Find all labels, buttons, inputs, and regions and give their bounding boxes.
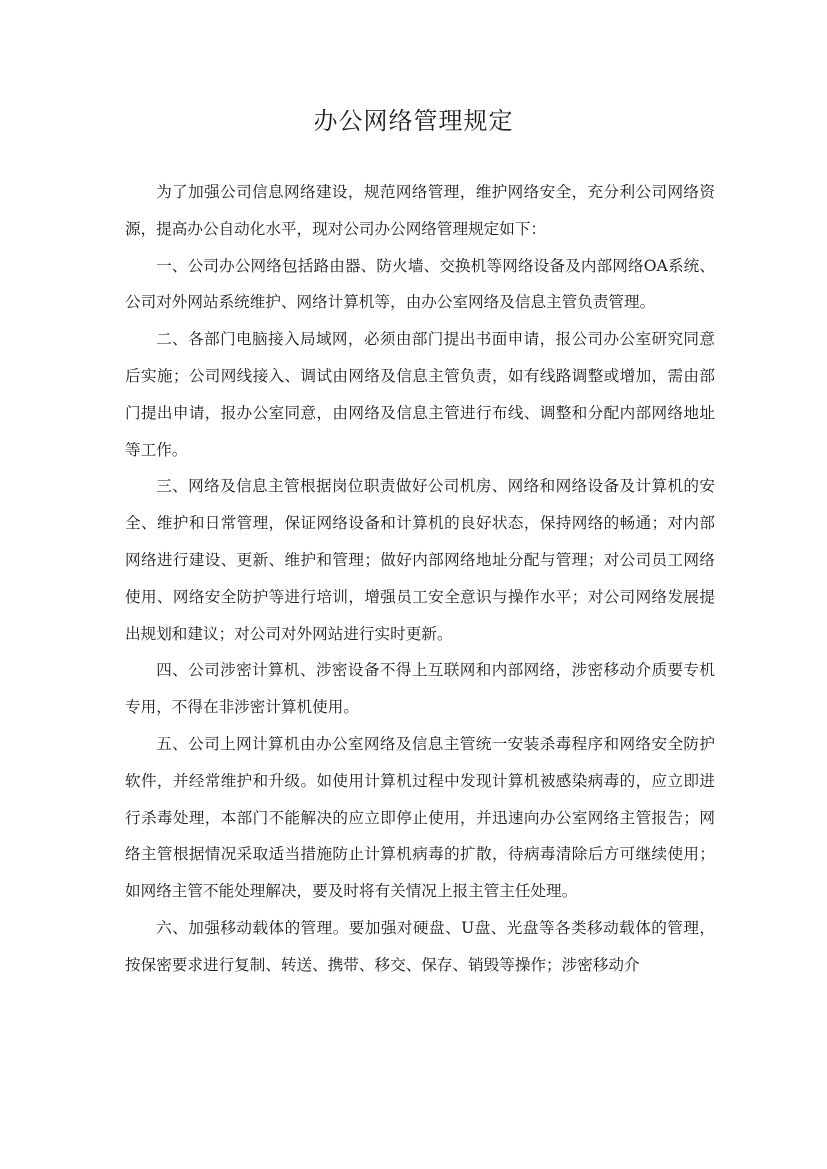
document-body <box>125 174 715 984</box>
clause-2-paragraph: 二、各部门电脑接入局域网，必须由部门提出书面申请，报公司办公室研究同意后实施；公司网线接入、调试由网络及信息主管负责，如有线路调整或增加，需由部门提出申请，报办公室同意，由网络及信息主管进行布线、调整和分配内部网络地址等工作。 <box>125 330 715 459</box>
clause-1-paragraph: 一、公司办公网络包括路由器、防火墙、交换机等网络设备及内部网络OA系统、公司对外网站系统维护、网络计算机等，由办公室网络及信息主管负责管理。 <box>125 256 715 312</box>
clause-4-paragraph: 四、公司涉密计算机、涉密设备不得上互联网和内部网络，涉密移动介质要专机专用，不得在非涉密计算机使用。 <box>125 661 715 717</box>
clause-5-paragraph: 五、公司上网计算机由办公室网络及信息主管统一安装杀毒程序和网络安全防护软件，并经常维护和升级。如使用计算机过程中发现计算机被感染病毒的，应立即进行杀毒处理，本部门不能解决的应立即停止使用，并迅速向办公室网络主管报告；网络主管根据情况采取适当措施防止计算机病毒的扩散，待病毒清除后方可继续使用；如网络主管不能处理解决，要及时将有关情况上报主管主任处理。 <box>125 734 715 901</box>
clause-6-paragraph: 六、加强移动载体的管理。要加强对硬盘、U盘、光盘等各类移动载体的管理，按保密要求进行复制、转送、携带、移交、保存、销毁等操作；涉密移动介 <box>125 918 715 974</box>
document-title: 办公网络管理规定 <box>313 107 514 135</box>
intro-paragraph: 为了加强公司信息网络建设，规范网络管理，维护网络安全，充分利公司网络资源，提高办公自动化水平，现对公司办公网络管理规定如下： <box>125 183 715 238</box>
clause-3-paragraph: 三、网络及信息主管根据岗位职责做好公司机房、网络和网络设备及计算机的安全、维护和日常管理，保证网络设备和计算机的良好状态，保持网络的畅通；对内部网络进行建设、更新、维护和管理；做好内部网络地址分配与管理；对公司员工网络使用、网络安全防护等进行培训，增强员工安全意识与操作水平；对公司网络发展提出规划和建议；对公司对外网站进行实时更新。 <box>125 477 715 643</box>
